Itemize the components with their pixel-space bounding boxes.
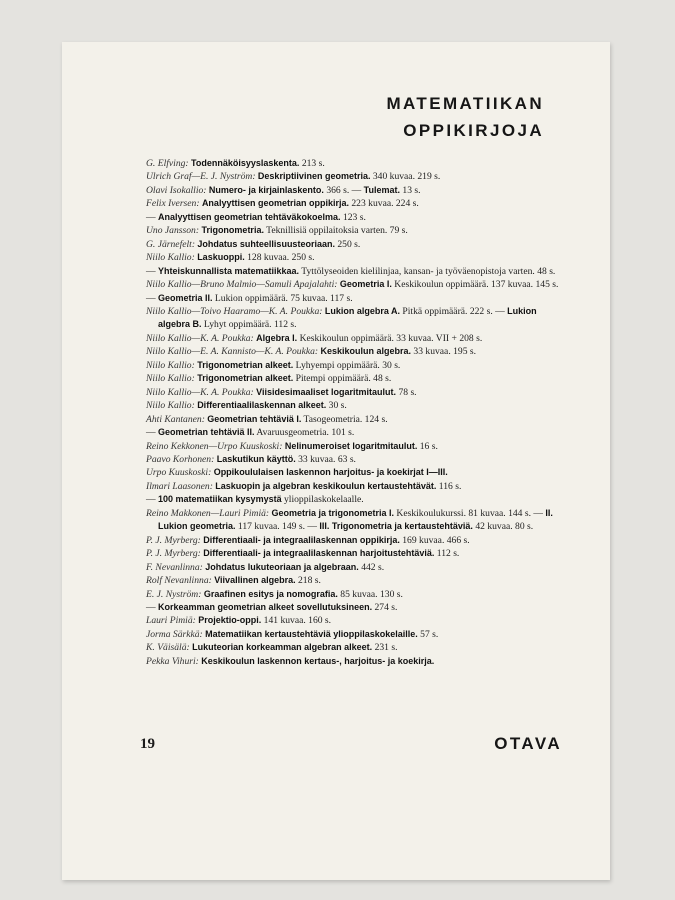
book-entry bbox=[146, 426, 566, 439]
entry-title: Laskuopin ja algebran keskikoulun kertaustehtävät. bbox=[215, 480, 437, 491]
entry-title: Lukion algebra B. bbox=[158, 305, 537, 330]
entry-title: Nelinumeroiset logaritmitaulut. bbox=[284, 440, 418, 451]
entry-details: Tasogeometria. 124 s. bbox=[301, 413, 388, 425]
book-entry bbox=[146, 305, 566, 332]
entry-author: Ilmari Laasonen: bbox=[146, 480, 216, 492]
book-entry bbox=[146, 614, 566, 627]
entry-details: 218 s. bbox=[295, 575, 321, 587]
entry-details: 57 s. bbox=[417, 628, 439, 640]
book-entry bbox=[146, 413, 566, 426]
entry-title: Differentiaalilaskennan alkeet. bbox=[197, 400, 327, 411]
entry-title: Viivallinen algebra. bbox=[214, 575, 296, 586]
entry-author: Niilo Kallio—K. A. Poukka: bbox=[146, 332, 257, 344]
entry-details: 141 kuvaa. 160 s. bbox=[261, 615, 332, 627]
book-entry bbox=[146, 224, 566, 237]
entry-details: 169 kuvaa. 466 s. bbox=[399, 534, 470, 546]
entry-title: Projektio-oppi. bbox=[198, 615, 262, 626]
entry-author: Niilo Kallio—Bruno Malmio—Samuli Apajalahti: bbox=[146, 279, 340, 291]
book-entry bbox=[146, 157, 566, 170]
entry-author: Ulrich Graf—E. J. Nyström: bbox=[146, 171, 258, 183]
entry-author: Niilo Kallio: bbox=[146, 400, 198, 412]
entry-title: Johdatus lukuteoriaan ja algebraan. bbox=[205, 561, 359, 572]
entry-author: Niilo Kallio—Toivo Haaramo—K. A. Poukka: bbox=[146, 305, 325, 317]
entry-details: 231 s. bbox=[372, 642, 398, 654]
entry-details: 117 kuvaa. 149 s. — bbox=[235, 521, 320, 533]
book-entry bbox=[146, 466, 566, 479]
book-entry bbox=[146, 184, 566, 197]
book-entry bbox=[146, 251, 566, 264]
entry-title: Johdatus suhteellisuusteoriaan. bbox=[197, 238, 335, 249]
entry-author: P. J. Myrberg: bbox=[146, 534, 204, 546]
book-entry bbox=[146, 197, 566, 210]
entry-title: Lukuteorian korkeamman algebran alkeet. bbox=[192, 642, 373, 653]
entry-title: Geometria I. bbox=[339, 279, 392, 290]
entry-author: K. Väisälä: bbox=[146, 642, 193, 654]
book-entry bbox=[146, 170, 566, 183]
entry-title: Tulemat. bbox=[363, 184, 400, 195]
entry-details: 250 s. bbox=[334, 238, 361, 250]
entry-details: — bbox=[146, 211, 158, 223]
entry-author: E. J. Nyström: bbox=[146, 588, 204, 600]
entry-title: Graafinen esitys ja nomografia. bbox=[203, 588, 338, 599]
entry-author: Reino Makkonen—Lauri Pimiä: bbox=[146, 507, 272, 519]
entry-details: Keskikoulukurssi. 81 kuvaa. 144 s. — bbox=[394, 507, 546, 519]
entry-title: Yhteiskunnallista matematiikkaa. bbox=[158, 265, 300, 276]
entry-details: 223 kuvaa. 224 s. bbox=[348, 198, 419, 210]
entry-title: Laskutikun käyttö. bbox=[216, 453, 296, 464]
book-list bbox=[146, 157, 566, 668]
entry-author: Uno Jansson: bbox=[146, 225, 202, 237]
entry-title: Differentiaali- ja integraalilaskennan harjoitustehtäviä. bbox=[203, 548, 435, 559]
book-entry bbox=[146, 574, 566, 587]
book-entry bbox=[146, 440, 566, 453]
book-entry bbox=[146, 453, 566, 466]
entry-details: 340 kuvaa. 219 s. bbox=[370, 171, 441, 183]
entry-title: 100 matematiikan kysymystä bbox=[158, 494, 282, 505]
entry-details: 442 s. bbox=[358, 561, 385, 573]
entry-author: Niilo Kallio: bbox=[146, 359, 198, 371]
entry-details: 42 kuvaa. 80 s. bbox=[472, 521, 534, 533]
entry-author: G. Järnefelt: bbox=[146, 238, 198, 250]
entry-details: Teknillisiä oppilaitoksia varten. 79 s. bbox=[263, 225, 408, 237]
entry-author: Ahti Kantanen: bbox=[146, 413, 208, 425]
entry-author: Niilo Kallio—K. A. Poukka: bbox=[146, 386, 257, 398]
entry-author: Pekka Vihuri: bbox=[146, 655, 202, 667]
entry-title: Oppikoululaisen laskennon harjoitus- ja koekirjat I—III. bbox=[213, 467, 448, 478]
entry-details: 78 s. bbox=[396, 386, 417, 398]
book-entry bbox=[146, 507, 566, 534]
entry-title: Geometria II. bbox=[158, 292, 213, 303]
entry-details: Lukion oppimäärä. 75 kuvaa. 117 s. bbox=[212, 292, 353, 304]
book-entry bbox=[146, 480, 566, 493]
entry-details: — bbox=[146, 601, 158, 613]
entry-author: Olavi Isokallio: bbox=[146, 184, 209, 196]
entry-details: Tyttölyseoiden kielilinjaa, kansan- ja työväenopistoja varten. 48 s. bbox=[299, 265, 556, 277]
back-cover bbox=[62, 42, 610, 880]
book-entry bbox=[146, 278, 566, 291]
entry-details: 274 s. bbox=[372, 601, 398, 613]
entry-details: 123 s. bbox=[340, 211, 366, 223]
book-entry bbox=[146, 588, 566, 601]
entry-title: Keskikoulun algebra. bbox=[320, 346, 412, 357]
entry-title: Algebra I. bbox=[256, 332, 298, 343]
entry-details: 213 s. bbox=[299, 158, 325, 169]
entry-title: III. Trigonometria ja kertaustehtäviä. bbox=[319, 521, 473, 532]
entry-title: Deskriptiivinen geometria. bbox=[257, 171, 371, 182]
entry-details: Pitempi oppimäärä. 48 s. bbox=[293, 373, 392, 385]
book-entry bbox=[146, 561, 566, 574]
entry-details: 128 kuvaa. 250 s. bbox=[244, 252, 315, 264]
entry-author: P. J. Myrberg: bbox=[146, 548, 204, 560]
entry-title: Analyyttisen geometrian tehtäväkokoelma. bbox=[158, 211, 341, 222]
entry-title: II. Lukion geometria. bbox=[158, 507, 553, 532]
book-entry bbox=[146, 628, 566, 641]
book-entry bbox=[146, 493, 566, 506]
book-entry bbox=[146, 292, 566, 305]
entry-author: Lauri Pimiä: bbox=[146, 615, 199, 627]
entry-details: Lyhyempi oppimäärä. 30 s. bbox=[293, 359, 401, 371]
entry-author: Jorma Särkkä: bbox=[146, 628, 206, 640]
entry-details: — bbox=[146, 292, 158, 304]
book-entry bbox=[146, 641, 566, 654]
page-number: 19 bbox=[140, 736, 155, 752]
heading-line-2: OPPIKIRJOJA bbox=[403, 121, 544, 140]
entry-author: Niilo Kallio: bbox=[146, 373, 198, 385]
entry-title: Trigonometrian alkeet. bbox=[197, 359, 294, 370]
book-entry bbox=[146, 399, 566, 412]
entry-details: — bbox=[146, 427, 158, 439]
entry-author: Niilo Kallio: bbox=[146, 252, 198, 264]
publisher-name: OTAVA bbox=[494, 734, 562, 753]
entry-title: Lukion algebra A. bbox=[324, 305, 401, 316]
entry-title: Trigonometrian alkeet. bbox=[197, 373, 294, 384]
entry-author: Niilo Kallio—E. A. Kannisto—K. A. Poukka: bbox=[146, 346, 321, 358]
entry-title: Matematiikan kertaustehtäviä ylioppilaskokelaille. bbox=[205, 628, 418, 639]
entry-title: Korkeamman geometrian alkeet sovellutuksineen. bbox=[158, 601, 373, 612]
entry-details: — bbox=[146, 494, 158, 506]
entry-details: 85 kuvaa. 130 s. bbox=[337, 588, 403, 600]
book-entry bbox=[146, 238, 566, 251]
entry-title: Trigonometria. bbox=[201, 225, 264, 236]
book-entry bbox=[146, 386, 566, 399]
entry-author: Urpo Kuuskoski: bbox=[146, 467, 214, 479]
entry-title: Numero- ja kirjainlaskento. bbox=[208, 184, 324, 195]
entry-details: 33 kuvaa. 195 s. bbox=[411, 346, 477, 358]
entry-details: 116 s. bbox=[436, 480, 462, 492]
entry-details: ylioppilaskokelaalle. bbox=[281, 494, 364, 506]
entry-title: Differentiaali- ja integraalilaskennan oppikirja. bbox=[203, 534, 400, 545]
entry-author: Reino Kekkonen—Urpo Kuuskoski: bbox=[146, 440, 285, 452]
book-entry bbox=[146, 534, 566, 547]
book-entry bbox=[146, 372, 566, 385]
book-entry bbox=[146, 265, 566, 278]
book-entry bbox=[146, 211, 566, 224]
entry-details: 112 s. bbox=[434, 548, 460, 560]
entry-title: Analyyttisen geometrian oppikirja. bbox=[201, 198, 349, 209]
entry-author: Rolf Nevanlinna: bbox=[146, 575, 215, 587]
entry-author: F. Nevanlinna: bbox=[146, 561, 206, 573]
entry-details: Keskikoulun oppimäärä. 137 kuvaa. 145 s. bbox=[391, 279, 559, 291]
entry-title: Viisidesimaaliset logaritmitaulut. bbox=[256, 386, 397, 397]
entry-title: Keskikoulun laskennon kertaus-, harjoitus- ja koekirja. bbox=[201, 655, 435, 666]
book-entry bbox=[146, 547, 566, 560]
entry-author: Paavo Korhonen: bbox=[146, 453, 217, 465]
book-entry bbox=[146, 332, 566, 345]
entry-title: Geometria ja trigonometria I. bbox=[271, 507, 395, 518]
entry-details: Keskikoulun oppimäärä. 33 kuvaa. VII + 208 s. bbox=[297, 332, 483, 344]
book-entry bbox=[146, 359, 566, 372]
entry-details: 33 kuvaa. 63 s. bbox=[295, 453, 356, 465]
entry-author: G. Elfving: bbox=[146, 158, 192, 169]
book-entry bbox=[146, 345, 566, 358]
series-heading bbox=[386, 90, 544, 144]
entry-details: 13 s. bbox=[400, 184, 421, 196]
entry-author: Felix Iversen: bbox=[146, 198, 202, 210]
entry-title: Geometrian tehtäviä I. bbox=[207, 413, 302, 424]
entry-title: Laskuoppi. bbox=[197, 252, 245, 263]
entry-details: 16 s. bbox=[417, 440, 438, 452]
entry-details: — bbox=[146, 265, 158, 277]
entry-details: 30 s. bbox=[326, 400, 347, 412]
book-entry bbox=[146, 655, 566, 668]
entry-title: Todennäköisyyslaskenta. bbox=[191, 158, 300, 168]
entry-details: Avaruusgeometria. 101 s. bbox=[254, 427, 355, 439]
entry-details: 366 s. — bbox=[323, 184, 364, 196]
heading-line-1: MATEMATIIKAN bbox=[386, 94, 544, 113]
entry-title: Geometrian tehtäviä II. bbox=[158, 427, 255, 438]
entry-details: Lyhyt oppimäärä. 112 s. bbox=[201, 319, 297, 331]
book-entry bbox=[146, 601, 566, 614]
entry-details: Pitkä oppimäärä. 222 s. — bbox=[400, 305, 508, 317]
